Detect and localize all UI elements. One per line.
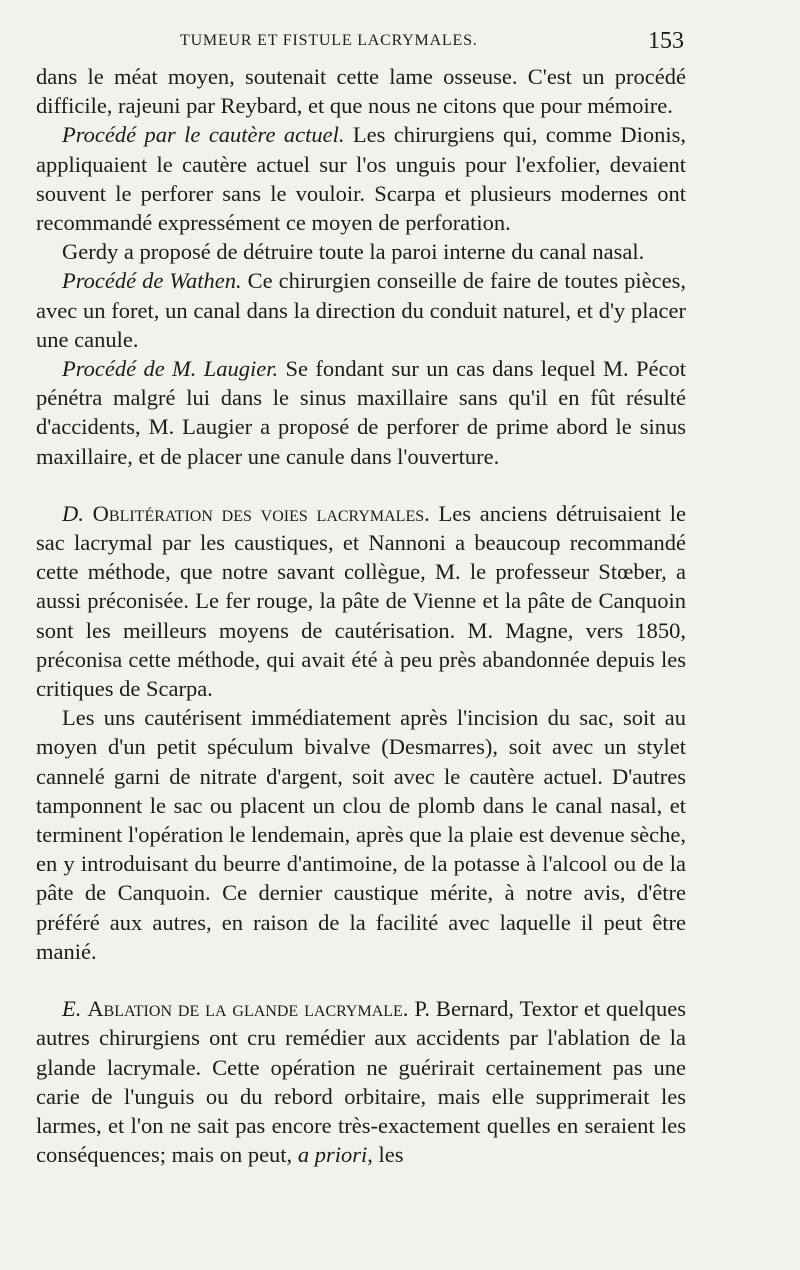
paragraph-meat-moyen: dans le méat moyen, soutenait cette lame osseuse. C'est un procédé difficile, rajeuni par Reybard, et que nous ne citons que pour mémoire. [36, 64, 686, 119]
section-spacer [36, 966, 686, 994]
paragraph-gerdy: Gerdy a proposé de détruire toute la paroi interne du canal nasal. [62, 239, 645, 265]
italic-a-priori: a priori [297, 1142, 368, 1168]
paragraph-wathen [36, 266, 686, 354]
page-header [0, 28, 800, 56]
section-title-wathen: Procédé de Wathen. [62, 268, 242, 294]
running-head: TUMEUR ET FISTULE LACRYMALES. [180, 32, 478, 49]
section-letter-d: D. [62, 500, 84, 526]
paragraph-text: Les anciens détruisaient le sac lacrymal par les caustiques, et Nannoni a beaucoup recommandé cette méthode, que notre savant collègue, M. le professeur Stœber, a aussi préconisée. Le fer rouge, la pâte de Vienne et la pâte de Canquoin sont les meilleurs moyens de cautérisation. M. Magne, vers 1850, préconisa cette méthode, qui avait été à peu près abandonnée depuis les critiques de Scarpa. [36, 500, 687, 702]
paragraph-text: Ce chirurgien conseille de faire de toutes pièces, avec un foret, un canal dans la direction du conduit naturel, et d'y placer une canule. [36, 268, 686, 352]
paragraph-cautere-actuel [36, 120, 686, 237]
page-number: 153 [648, 28, 684, 54]
body-text [36, 62, 686, 1169]
paragraph-laugier [36, 354, 686, 471]
paragraph-text: P. Bernard, Textor et quelques autres chirurgiens ont cru remédier aux accidents par l'ablation de la glande lacrymale. Cette opération ne guérirait certainement pas une carie de l'unguis ou du rebord orbitaire, mais elle supprimerait les larmes, et l'on ne sait pas encore très-exactement quelles en seraient les conséquences; mais on peut, [36, 996, 687, 1168]
section-e-ablation [36, 994, 686, 1169]
paragraph-text: Se fondant sur un cas dans lequel M. Pécot pénétra malgré lui dans le sinus maxillaire sans qu'il en fût résulté d'accidents, M. Laugier a proposé de perforer de prime abord le sinus maxillaire, et de placer une canule dans l'ouverture. [36, 356, 686, 469]
section-title-cautere: Procédé par le cautère actuel. [62, 122, 345, 148]
paragraph-text: , les [367, 1142, 404, 1168]
section-title-laugier: Procédé de M. Laugier. [62, 356, 279, 382]
paragraph-cauterisation: Les uns cautérisent immédiatement après l'incision du sac, soit au moyen d'un petit spéculum bivalve (Desmarres), soit avec un stylet cannelé garni de nitrate d'argent, soit avec le cautère actuel. D'autres tamponnent le sac ou placent un clou de plomb dans le canal nasal, et terminent l'opération le lendemain, après que la plaie est devenue sèche, en y introduisant du beurre d'antimoine, de la potasse à l'alcool ou de la pâte de Canquoin. Ce dernier caustique mérite, à notre avis, d'être préféré aux autres, en raison de la facilité avec laquelle il peut être manié. [36, 705, 686, 964]
section-spacer [36, 471, 686, 499]
paragraph-text: Les chirurgiens qui, comme Dionis, appliquaient le cautère actuel sur l'os unguis pour l'exfolier, devaient souvent le perforer sans le vouloir. Scarpa et plusieurs modernes ont recommandé expressément ce moyen de perforation. [36, 122, 687, 236]
section-d-obliteration [36, 499, 686, 703]
section-heading-d: Oblitération des voies lacrymales. [92, 500, 430, 526]
section-heading-e: Ablation de la glande lacrymale. [87, 996, 409, 1022]
section-letter-e: E. [62, 996, 82, 1022]
